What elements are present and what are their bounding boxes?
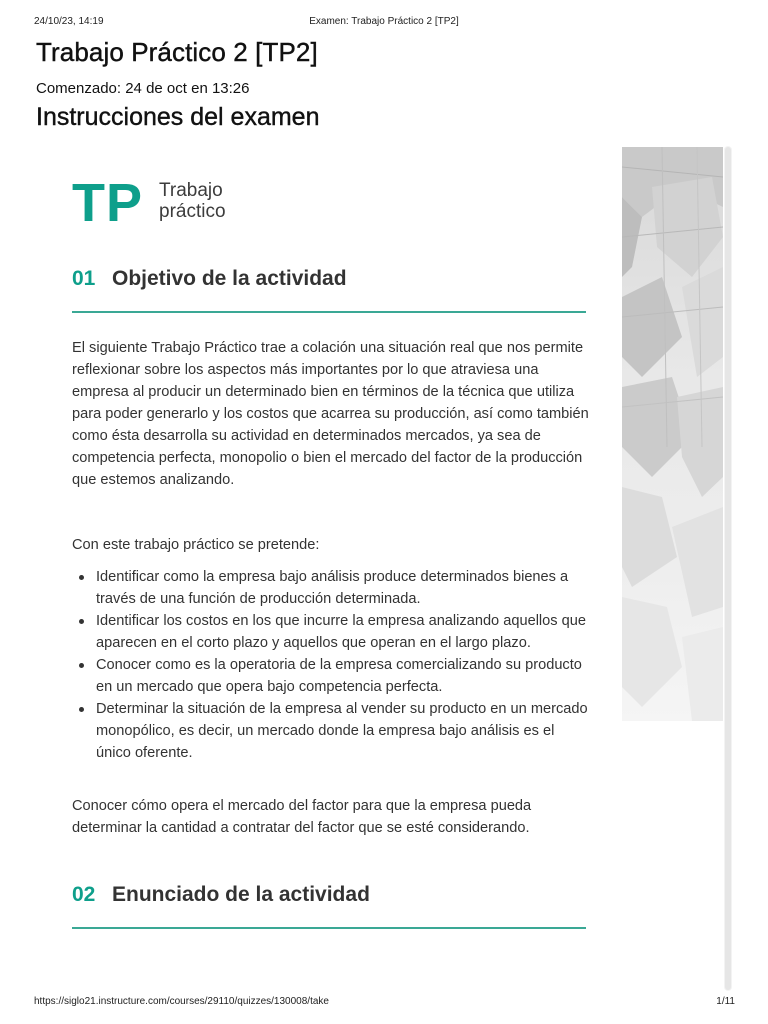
section-divider (72, 311, 586, 313)
objective-text: El siguiente Trabajo Práctico trae a colación una situación real que nos permite reflexionar sobre los aspectos más importantes por lo que atraviesa una empresa al producir un determinado bien en términos de la técnica que utiliza para poder generarlo y los costos que acarrea su producción, así como también como ésta desarrolla su actividad en determinados mercados, ya sea de competencia perfecta, monopolio o bien el mercado del factor de la producción que estemos analizando. (72, 340, 589, 488)
print-document-title: Examen: Trabajo Práctico 2 [TP2] (309, 16, 459, 27)
print-header (0, 16, 768, 30)
section-heading-enunciado (72, 883, 586, 931)
scrollbar-thumb[interactable] (725, 147, 731, 990)
bullet-icon (79, 707, 84, 712)
section-number: 01 (72, 267, 96, 290)
objective-intro-text: Con este trabajo práctico se pretende: (72, 537, 320, 553)
objective-paragraph (72, 337, 592, 491)
bullet-icon (79, 575, 84, 580)
tp-logo-letters: TP (72, 173, 144, 233)
quiz-title: Trabajo Práctico 2 [TP2] (36, 37, 318, 67)
bullet-icon (79, 663, 84, 668)
section-heading-objetivo (72, 267, 586, 315)
quiz-started-time: Comenzado: 24 de oct en 13:26 (36, 80, 250, 97)
section-title: Objetivo de la actividad (112, 267, 347, 290)
section-title: Enunciado de la actividad (112, 883, 370, 906)
list-item-text: Identificar como la empresa bajo análisis produce determinados bienes a través de una función de producción determinada. (96, 569, 569, 607)
objective-closing-text: Conocer cómo opera el mercado del factor para que la empresa pueda determinar la cantidad a contratar del factor que se esté considerando. (72, 798, 532, 836)
list-item-text: Conocer como es la operatoria de la empresa comercializando su producto en un mercado que opera bajo competencia perfecta. (96, 657, 582, 695)
list-item-text: Determinar la situación de la empresa al vender su producto en un mercado monopólico, es decir, un mercado donde la empresa bajo análisis es el único oferente. (96, 701, 588, 761)
section-number: 02 (72, 883, 96, 906)
tp-logo-word-practico: práctico (159, 201, 226, 222)
decorative-banner-image (622, 147, 723, 721)
tp-logo (72, 174, 272, 234)
objective-closing (72, 795, 592, 839)
list-item (72, 698, 592, 764)
print-datetime: 24/10/23, 14:19 (34, 16, 104, 27)
list-item (72, 654, 592, 698)
bullet-icon (79, 619, 84, 624)
list-item (72, 610, 592, 654)
list-item (72, 566, 592, 610)
objective-intro (72, 534, 592, 556)
instructions-heading: Instrucciones del examen (36, 103, 320, 131)
tp-logo-words (159, 180, 226, 222)
print-footer (0, 996, 768, 1010)
list-item-text: Identificar los costos en los que incurre la empresa analizando aquellos que aparecen en el corto plazo y aquellos que operan en el largo plazo. (96, 613, 586, 651)
print-page-number: 1/11 (716, 996, 735, 1007)
tp-logo-word-trabajo: Trabajo (159, 180, 223, 201)
objective-bullet-list (72, 566, 592, 764)
print-url: https://siglo21.instructure.com/courses/29110/quizzes/130008/take (34, 996, 329, 1007)
section-divider (72, 927, 586, 929)
